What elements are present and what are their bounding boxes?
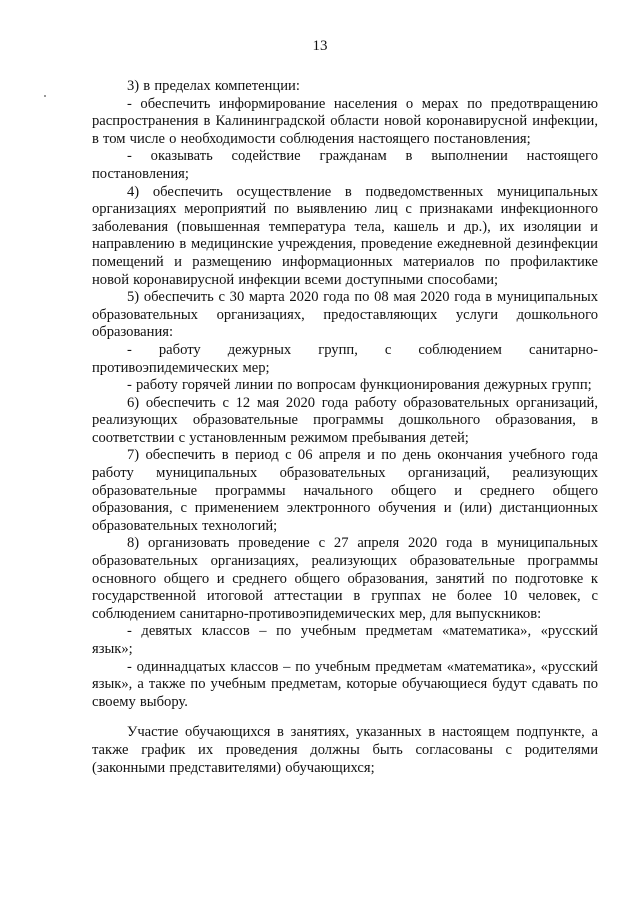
paragraph-8-ninth-grade: - девятых классов – по учебным предметам «математика», «русский язык»;: [92, 623, 598, 657]
paragraph-participation: Участие обучающихся в занятиях, указанных в настоящем подпункте, а также график их проведения должны быть согласованы с родителями (законными представителями) обучающихся;: [92, 724, 598, 776]
page-number: 13: [312, 38, 328, 54]
paragraph-7: 7) обеспечить в период с 06 апреля и по день окончания учебного года работу муниципальных образовательных организаций, реализующих образовательные программы начального общего и среднего общего образования, с применением электронного обучения и (или) дистанционных образовательных технологий;: [92, 447, 598, 534]
paragraph-5-duty-groups: - работу дежурных групп, с соблюдением санитарно-противоэпидемических мер;: [92, 341, 598, 376]
scan-speck: [44, 95, 46, 97]
paragraph-5-hotline: - работу горячей линии по вопросам функционирования дежурных групп;: [127, 377, 592, 394]
paragraph-4: 4) обеспечить осуществление в подведомственных муниципальных организациях мероприятий по выявлению лиц с признаками инфекционного заболевания (повышенная температура тела, кашель и др.), их изоляции и направлению в медицинские учреждения, проведение ежедневной дезинфекции помещений и размещению информационных материалов по профилактике новой коронавирусной инфекции всеми доступными способами;: [92, 183, 598, 288]
paragraph-6: 6) обеспечить с 12 мая 2020 года работу образовательных организаций, реализующих образовательные программы дошкольного образования, в соответствии с установленным режимом пребывания детей;: [92, 394, 598, 446]
paragraph-8-eleventh-grade: - одиннадцатых классов – по учебным предметам «математика», «русский язык», а также по учебным предметам, которые обучающиеся будут сдавать по своему выбору.: [92, 658, 598, 710]
paragraph-3-inform: - обеспечить информирование населения о мерах по предотвращению распространения в Калининградской области новой коронавирусной инфекции, в том числе о необходимости соблюдения настоящего постановления;: [92, 95, 598, 147]
paragraph-3-assist: - оказывать содействие гражданам в выполнении настоящего постановления;: [92, 148, 598, 182]
paragraph-5: 5) обеспечить с 30 марта 2020 года по 08 мая 2020 года в муниципальных образовательных организациях, предоставляющих услуги дошкольного образования:: [92, 289, 598, 341]
paragraph-8: 8) организовать проведение с 27 апреля 2020 года в муниципальных образовательных организациях, реализующих образовательные программы основного общего и среднего общего образования, занятий по подготовке к государственной итоговой аттестации в группах не более 10 человек, с соблюдением санитарно-противоэпидемических мер, для выпускников:: [92, 535, 598, 622]
document-body: [92, 78, 598, 777]
paragraph-3: 3) в пределах компетенции:: [127, 78, 300, 94]
